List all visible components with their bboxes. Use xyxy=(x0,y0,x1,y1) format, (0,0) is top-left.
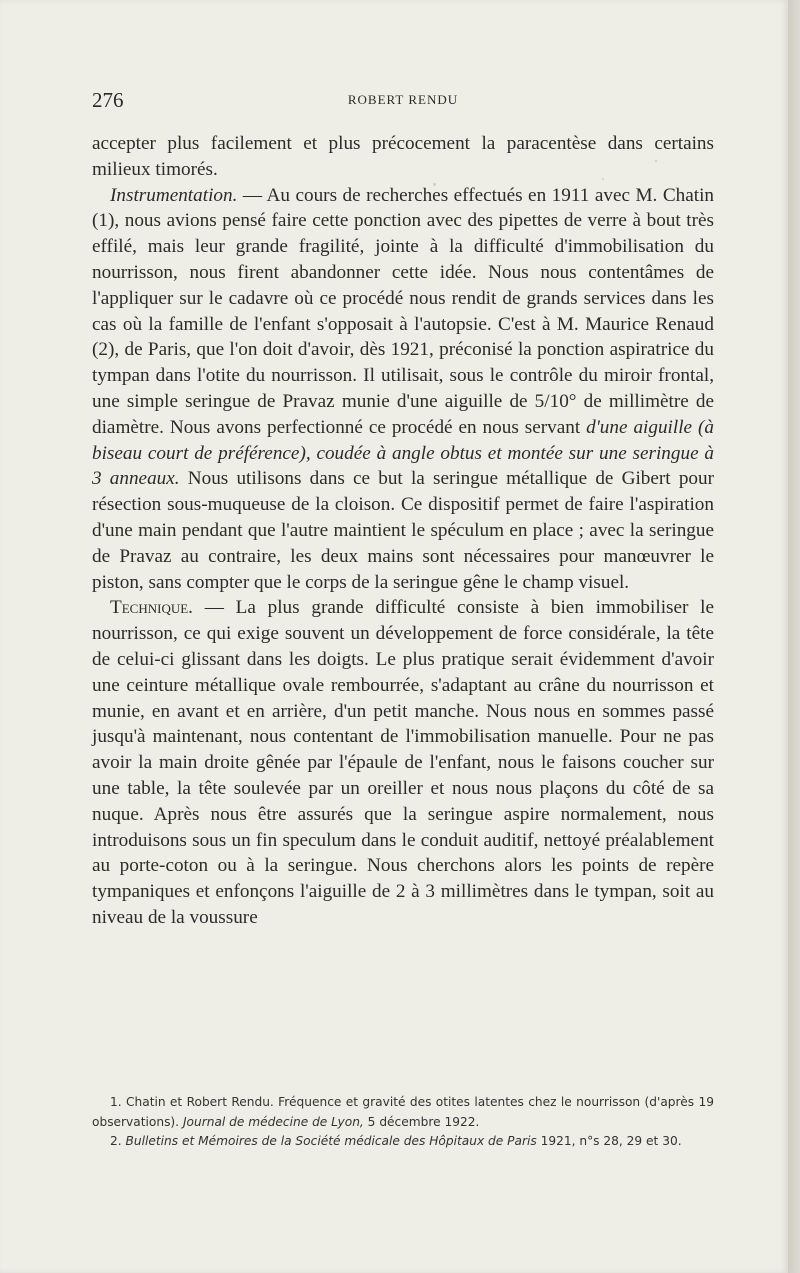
paragraph-instrumentation xyxy=(92,183,714,596)
paper-speck xyxy=(655,160,657,162)
section-heading-instrumentation: Instrumentation. xyxy=(110,184,238,206)
paragraph-1: accepter plus facilement et plus précocement la paracentèse dans certains milieux timorés. xyxy=(92,133,714,180)
footnote-number: 2. xyxy=(110,1134,126,1149)
paragraph-text: — Au cours de recherches effectués en 1911 avec M. Chatin (1), nous avions pensé faire cette ponction avec des pipettes de verre à bout très effilé, mais leur grande fragilité, jointe à la difficulté d'immobilisation du nourrisson, nous firent abandonner cette idée. Nous nous contentâmes de l'appliquer sur le cadavre où ce procédé nous rendit de grands services dans les cas où la famille de l'enfant s'opposait à l'autopsie. C'est à M. Maurice Renaud (2), de Paris, que l'on doit d'avoir, dès 1921, préconisé la ponction aspiratrice du tympan dans l'otite du nourrisson. Il utilisait, sous le contrôle du miroir frontal, une simple seringue de Pravaz munie d'une aiguille de 5/10° de millimètre de diamètre. Nous avons perfectionné ce procédé en nous servant xyxy=(92,184,714,438)
italic-phrase: d'une aiguille (à biseau court de préférence), coudée à angle obtus et montée sur une seringue à 3 anneaux. xyxy=(92,416,714,490)
footnote-text: 1. Chatin et Robert Rendu. Fréquence et gravité des otites latentes chez le nourrisson (d'après 19 observations). xyxy=(92,1095,714,1129)
page-edge xyxy=(788,0,800,1273)
body-text xyxy=(92,131,714,931)
section-heading-technique: Technique. xyxy=(110,597,193,619)
footnote-text: 1921, n°s 28, 29 et 30. xyxy=(536,1134,682,1149)
footnote-journal: Journal de médecine de Lyon, xyxy=(182,1114,364,1129)
paragraph-technique xyxy=(92,595,714,930)
paragraph-text: — La plus grande difficulté consiste à bien immobiliser le nourrisson, ce qui exige souvent un développement de force considérale, la tête de celui-ci glissant dans les doigts. Le plus pratique serait évidemment d'avoir une ceinture métallique ovale rembourrée, s'adaptant au crâne du nourrisson et munie, en avant et en arrière, d'un petit manche. Nous nous en sommes passé jusqu'à maintenant, nous contentant de l'immobilisation manuelle. Pour ne pas avoir la main droite gênée par l'épaule de l'enfant, nous le faisons coucher sur une table, la tête soulevée par un oreiller et nous nous plaçons du côté de sa nuque. Après nous être assurés que la seringue aspire normalement, nous introduisons sous un fin speculum dans le conduit auditif, nettoyé préalablement au porte-coton ou à la seringue. Nous cherchons alors les points de repère tympaniques et enfonçons l'aiguille de 2 à 3 millimètres dans le tympan, soit au niveau de la voussure xyxy=(92,597,714,928)
page-number: 276 xyxy=(92,88,124,112)
footnote-2 xyxy=(92,1132,714,1152)
footnote-1 xyxy=(92,1093,714,1132)
footnote-journal: Bulletins et Mémoires de la Société médicale des Hôpitaux de Paris xyxy=(125,1134,537,1149)
footnotes xyxy=(92,1093,714,1152)
paragraph-text: Nous utilisons dans ce but la seringue métallique de Gibert pour résection sous-muqueuse de la cloison. Ce dispositif permet de faire l'aspiration d'une main pendant que l'autre maintient le spéculum en place ; avec la seringue de Pravaz au contraire, les deux mains sont nécessaires pour manœuvrer le piston, sans compter que le corps de la seringue gêne le champ visuel. xyxy=(92,468,714,593)
paper-speck xyxy=(433,183,436,186)
footnote-text: 5 décembre 1922. xyxy=(363,1114,480,1129)
page-header xyxy=(92,88,714,118)
paper-speck xyxy=(602,178,604,180)
running-head: ROBERT RENDU xyxy=(347,92,459,107)
